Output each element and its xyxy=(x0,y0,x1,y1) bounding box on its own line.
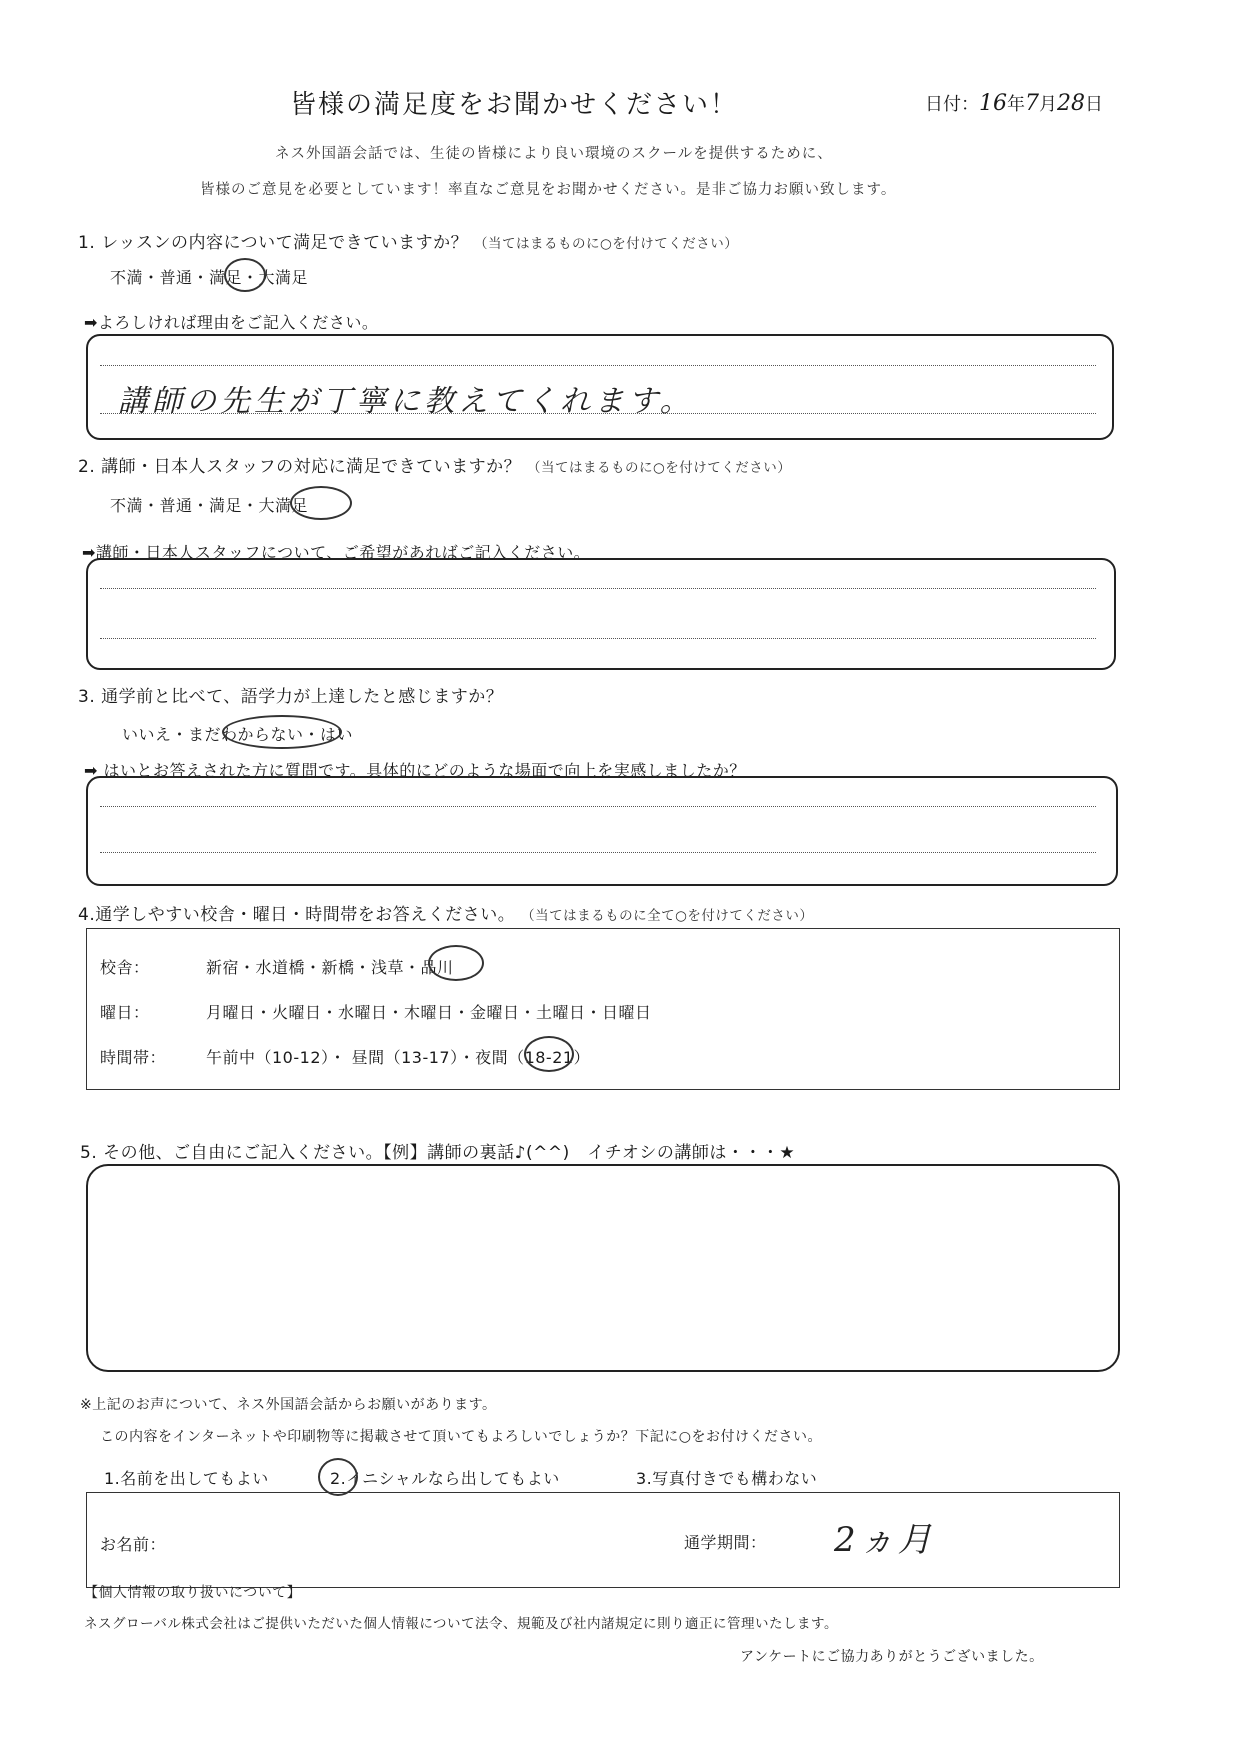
q4-time-selected-circle xyxy=(524,1036,574,1072)
q1-prompt: ➡よろしければ理由をご記入ください。 xyxy=(84,313,379,332)
q3-selected-circle xyxy=(222,715,342,749)
q5-answer-box[interactable] xyxy=(86,1164,1120,1372)
q3-prompt: ➡ はいとお答えされた方に質問です。具体的にどのような場面で向上を実感しましたか？ xyxy=(84,761,746,780)
consent-question: この内容をインターネットや印刷物等に掲載させて頂いてもよろしいでしょうか？下記に○をお付けください。 xyxy=(100,1429,822,1445)
q4-time-label: 時間帯： xyxy=(100,1048,167,1067)
date-month: 7 xyxy=(1025,91,1039,116)
q2-note: （当てはまるものに○を付けてください） xyxy=(527,460,792,476)
privacy-heading: 【個人情報の取り扱いについて】 xyxy=(84,1585,302,1601)
q2-answer-box[interactable] xyxy=(86,558,1116,670)
consent-note: ※上記のお声について、ネス外国語会話からお願いがあります。 xyxy=(80,1397,497,1413)
intro-line-1: ネス外国語会話では、生徒の皆様により良い環境のスクールを提供するために、 xyxy=(275,146,833,162)
q1-question xyxy=(78,228,738,253)
date-day-unit: 日 xyxy=(1085,94,1103,115)
q4-school-label: 校舎： xyxy=(100,958,150,977)
name-label: お名前： xyxy=(100,1535,167,1554)
q3-answer-box[interactable] xyxy=(86,776,1118,886)
date-label: 日付： xyxy=(925,94,979,115)
q1-question-text: 1. レッスンの内容について満足できていますか？ xyxy=(78,233,469,253)
q2-options[interactable]: 不満・普通・満足・大満足 xyxy=(110,496,309,515)
privacy-text: ネスグローバル株式会社はご提供いただいた個人情報について法令、規範及び社内諸規定に則り適正に管理いたします。 xyxy=(84,1616,838,1632)
q4-school-selected-circle xyxy=(428,945,484,981)
consent-option-1[interactable]: 1.名前を出してもよい xyxy=(104,1469,269,1488)
consent-selected-circle xyxy=(318,1458,358,1496)
q2-prompt: ➡講師・日本人スタッフについて、ご希望があればご記入ください。 xyxy=(82,543,591,562)
q4-day-label: 曜日： xyxy=(100,1003,150,1022)
q2-dotted-line-1 xyxy=(100,588,1096,589)
name-period-box xyxy=(86,1492,1120,1588)
q3-question: 3. 通学前と比べて、語学力が上達したと感じますか？ xyxy=(78,687,504,707)
date-year-unit: 年 xyxy=(1007,94,1025,115)
q4-school-options[interactable]: 新宿・水道橋・新橋・浅草・品川 xyxy=(206,958,454,977)
thanks-text: アンケートにご協力ありがとうございました。 xyxy=(740,1649,1044,1665)
q4-question-text: 4.通学しやすい校舎・曜日・時間帯をお答えください。 xyxy=(78,905,516,925)
period-label: 通学期間： xyxy=(684,1533,767,1552)
page-title: 皆様の満足度をお聞かせください！ xyxy=(290,90,739,120)
q4-day-options[interactable]: 月曜日・火曜日・水曜日・木曜日・金曜日・土曜日・日曜日 xyxy=(206,1003,652,1022)
q3-dotted-line-2 xyxy=(100,852,1096,853)
q2-question-text: 2. 講師・日本人スタッフの対応に満足できていますか？ xyxy=(78,457,522,477)
q2-question xyxy=(78,452,791,477)
q2-selected-circle xyxy=(290,486,352,520)
consent-option-2[interactable]: 2.イニシャルなら出してもよい xyxy=(330,1469,560,1488)
q5-question: 5. その他、ご自由にご記入ください。【例】講師の裏話♪(^^) イチオシの講師は・・・★ xyxy=(80,1143,796,1163)
q4-question xyxy=(78,900,813,925)
period-value: 2ヵ月 xyxy=(834,1520,936,1560)
consent-option-3[interactable]: 3.写真付きでも構わない xyxy=(636,1469,818,1488)
date-month-unit: 月 xyxy=(1039,94,1057,115)
date-day: 28 xyxy=(1057,91,1085,116)
q1-handwritten-answer: 講師の先生が丁寧に教えてくれます。 xyxy=(118,384,694,419)
date-year: 16 xyxy=(979,91,1007,116)
q3-options[interactable]: いいえ・まだわからない・はい xyxy=(122,725,354,744)
q1-dotted-line-1 xyxy=(100,365,1096,366)
q2-dotted-line-2 xyxy=(100,638,1096,639)
q1-note: （当てはまるものに○を付けてください） xyxy=(474,236,739,252)
q4-note: （当てはまるものに全て○を付けてください） xyxy=(521,908,814,924)
q1-options[interactable]: 不満・普通・満足・大満足 xyxy=(110,268,309,287)
q1-selected-circle xyxy=(224,258,266,292)
q4-time-options[interactable]: 午前中（10-12）・ 昼間（13-17）・夜間（18-21） xyxy=(206,1048,591,1067)
date-field xyxy=(925,90,1103,116)
intro-line-2: 皆様のご意見を必要としています！率直なご意見をお聞かせください。是非ご協力お願い致します。 xyxy=(200,182,897,198)
q3-dotted-line-1 xyxy=(100,806,1096,807)
